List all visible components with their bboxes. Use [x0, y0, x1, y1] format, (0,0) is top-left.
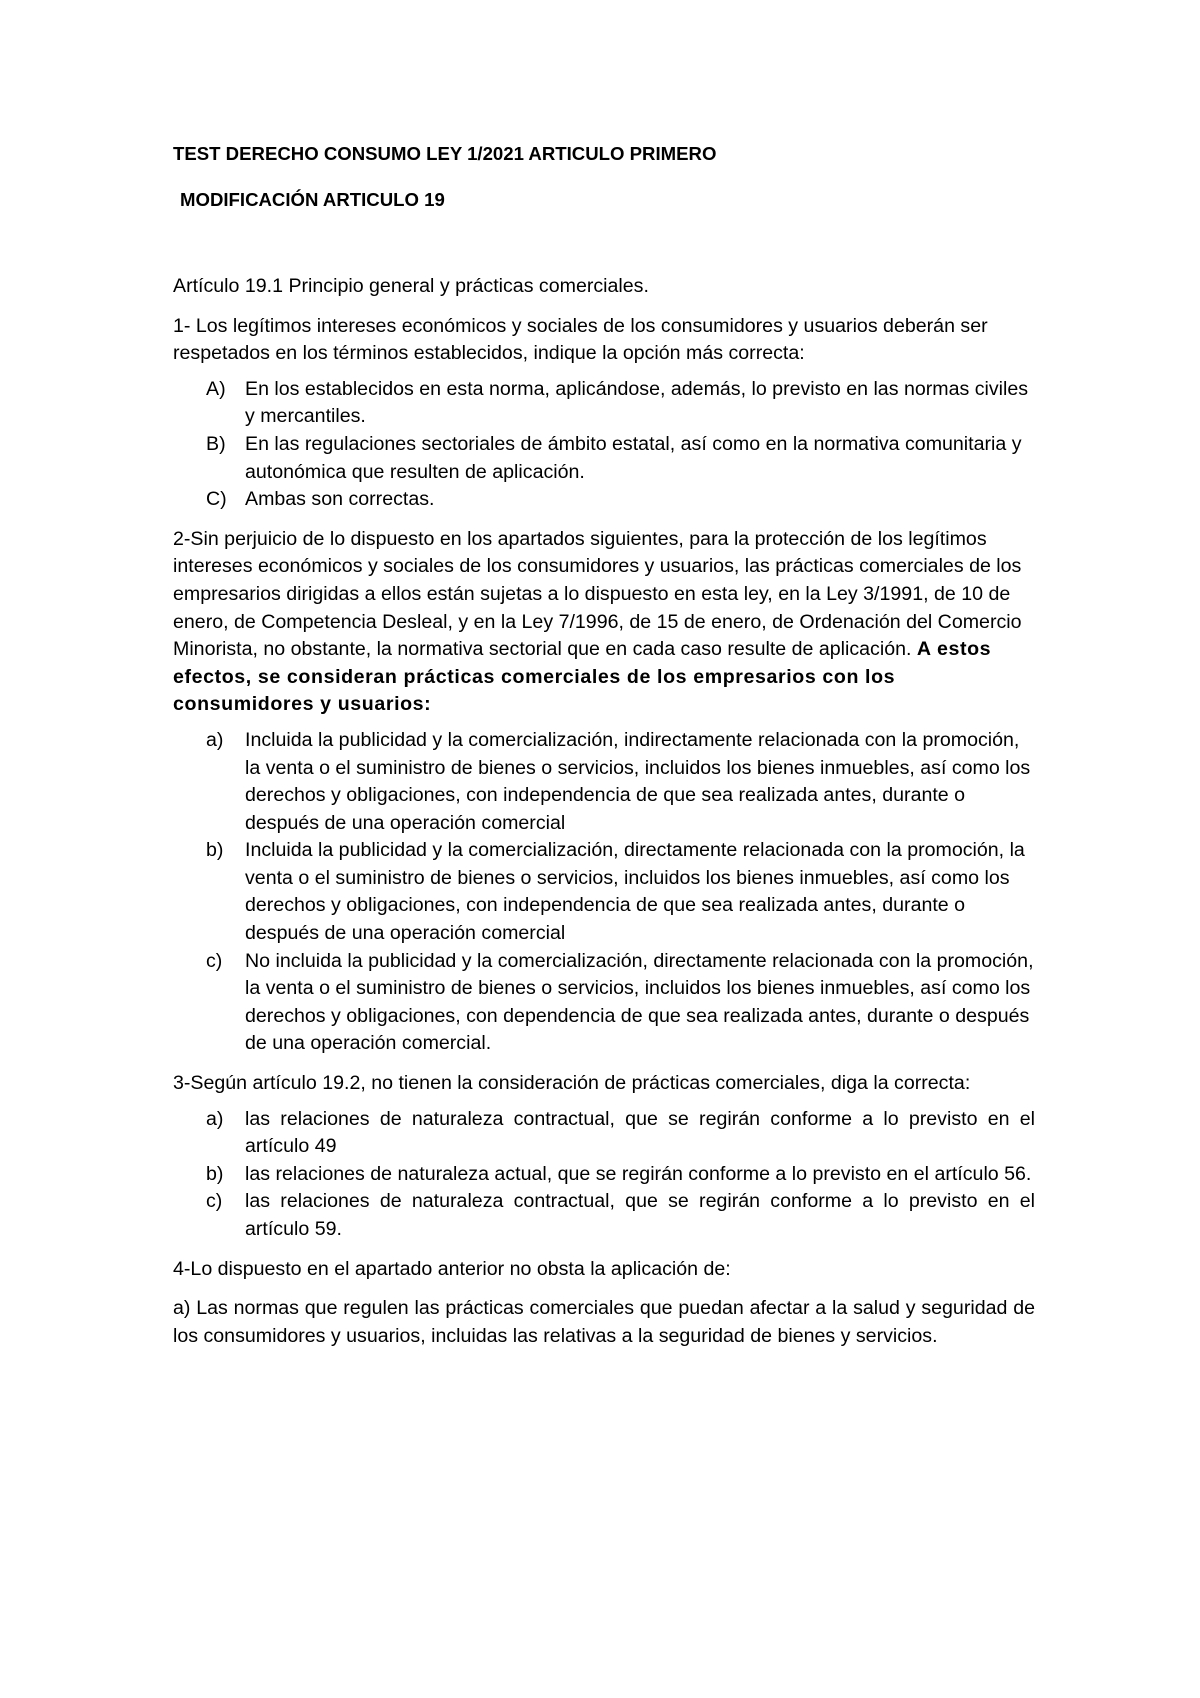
option-text: En las regulaciones sectoriales de ámbito estatal, así como en la normativa comunitaria y autonómica que resulten de aplicación. — [245, 432, 1022, 483]
question-text-regular: 2-Sin perjuicio de lo dispuesto en los apartados siguientes, para la protección de los legítimos intereses económicos y sociales de los consumidores y usuarios, las prácticas comerciales de los empresarios dirigidas a ellos están sujetas a lo dispuesto en esta ley, en la Ley 3/1991, de 10 de enero, de Competencia Desleal, y en la Ley 7/1996, de 15 de enero, de Ordenación del Comercio Minorista, no obstante, la normativa sectorial que en cada caso resulte de aplicación. — [173, 527, 1022, 661]
option-text: Incluida la publicidad y la comercialización, directamente relacionada con la promoción, la venta o el suministro de bienes o servicios, incluidos los bienes inmuebles, así como los derechos y obligaciones, con independencia de que sea realizada antes, durante o después de una operación comercial — [245, 839, 1025, 945]
option-item — [173, 431, 1035, 486]
option-text: Incluida la publicidad y la comercialización, indirectamente relacionada con la promoción, la venta o el suministro de bienes o servicios, incluidos los bienes inmuebles, así como los derechos y obligaciones, con independencia de que sea realizada antes, durante o después de una operación comercial — [245, 728, 1031, 834]
question-text — [173, 526, 1035, 719]
question-text: 1- Los legítimos intereses económicos y sociales de los consumidores y usuarios deberán ser respetados en los términos establecidos, indique la opción más correcta: — [173, 314, 988, 365]
option-text: En los establecidos en esta norma, aplicándose, además, lo previsto en las normas civiles y mercantiles. — [245, 377, 1029, 428]
option-item — [173, 837, 1035, 947]
option-marker: C) — [206, 488, 227, 511]
document-title: TEST DERECHO CONSUMO LEY 1/2021 ARTICULO PRIMERO — [173, 143, 717, 164]
option-item — [173, 1188, 1035, 1243]
option-marker: A) — [206, 377, 226, 400]
option-item — [173, 486, 1035, 514]
option-item — [173, 727, 1035, 837]
option-marker: c) — [206, 949, 223, 972]
question-2 — [173, 526, 1035, 1058]
option-item — [173, 948, 1035, 1058]
question-text-bold: A estos efectos, se consideran prácticas comerciales de los empresarios con los consumidores y usuarios: — [173, 638, 992, 716]
option-marker: b) — [206, 839, 224, 862]
question-text: 3-Según artículo 19.2, no tienen la consideración de prácticas comerciales, diga la correcta: — [173, 1072, 971, 1095]
question-4 — [173, 1256, 1035, 1351]
answer-paragraph: a) Las normas que regulen las prácticas comerciales que puedan afectar a la salud y seguridad de los consumidores y usuarios, incluidas las relativas a la seguridad de bienes y servicios. — [173, 1297, 1035, 1347]
options-list — [173, 727, 1035, 1058]
option-item — [173, 1106, 1035, 1161]
document-content — [173, 142, 1035, 1350]
question-text: 4-Lo dispuesto en el apartado anterior no obsta la aplicación de: — [173, 1257, 731, 1280]
option-text: No incluida la publicidad y la comercialización, directamente relacionada con la promoción, la venta o el suministro de bienes o servicios, incluidos los bienes inmuebles, así como los derechos y obligaciones, con dependencia de que sea realizada antes, durante o después de una operación comercial. — [245, 949, 1034, 1055]
section-heading: Artículo 19.1 Principio general y prácticas comerciales. — [173, 275, 649, 297]
question-3 — [173, 1070, 1035, 1244]
options-list — [173, 1106, 1035, 1244]
question-1 — [173, 313, 1035, 514]
option-text: las relaciones de naturaleza contractual, que se regirán conforme a lo previsto en el artículo 59. — [245, 1190, 1035, 1240]
option-marker: a) — [206, 1107, 224, 1130]
option-text: las relaciones de naturaleza actual, que se regirán conforme a lo previsto en el artículo 56. — [245, 1162, 1032, 1185]
document-subtitle: MODIFICACIÓN ARTICULO 19 — [180, 189, 445, 210]
option-item — [173, 1161, 1035, 1189]
option-text: las relaciones de naturaleza contractual, que se regirán conforme a lo previsto en el artículo 49 — [245, 1107, 1035, 1158]
option-text: Ambas son correctas. — [245, 488, 435, 511]
option-marker: a) — [206, 728, 224, 751]
options-list — [173, 376, 1035, 514]
option-item — [173, 376, 1035, 431]
option-marker: c) — [206, 1190, 223, 1213]
option-marker: B) — [206, 432, 226, 455]
option-marker: b) — [206, 1162, 224, 1185]
